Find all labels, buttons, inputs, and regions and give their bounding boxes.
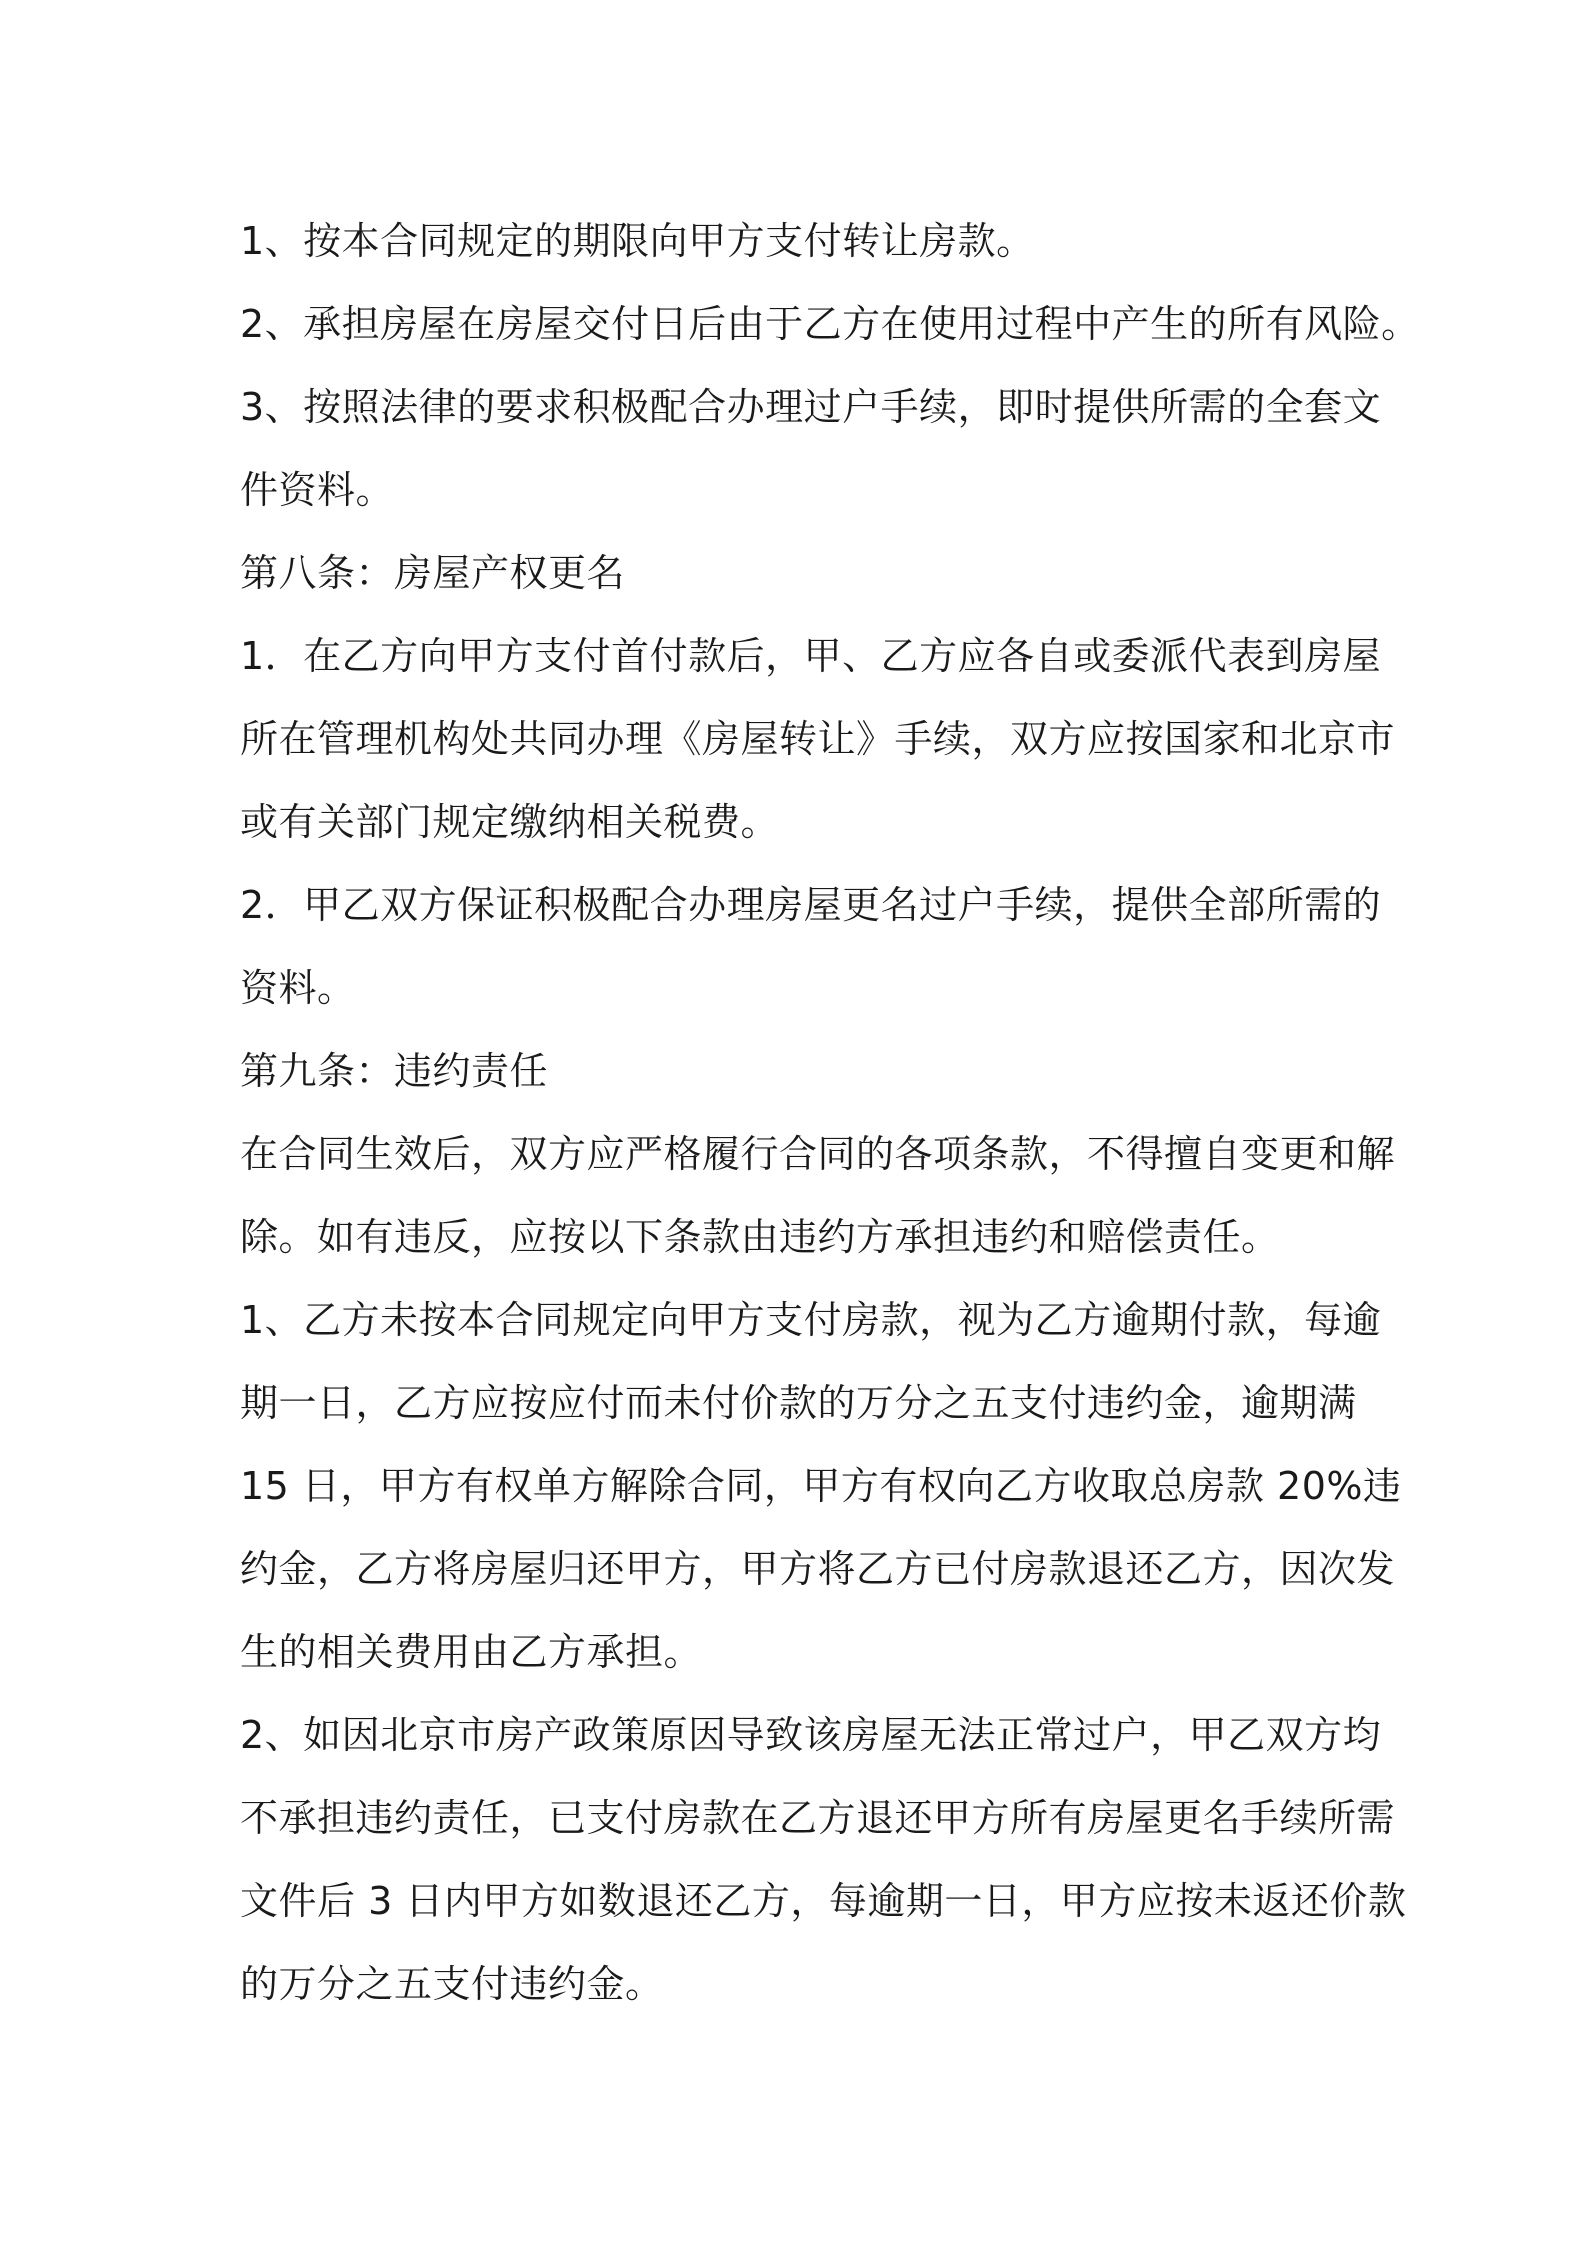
text-line: 不承担违约责任，已支付房款在乙方退还甲方所有房屋更名手续所需 [240, 1796, 1396, 1840]
text-line: 所在管理机构处共同办理《房屋转让》手续，双方应按国家和北京市 [240, 717, 1396, 761]
text-line: 1、乙方未按本合同规定向甲方支付房款，视为乙方逾期付款，每逾 [240, 1298, 1382, 1342]
text-line: 期一日，乙方应按应付而未付价款的万分之五支付违约金，逾期满 [240, 1381, 1357, 1425]
text-line: 1．在乙方向甲方支付首付款后，甲、乙方应各自或委派代表到房屋 [240, 634, 1382, 678]
text-line: 资料。 [240, 966, 356, 1010]
section-heading: 第八条：房屋产权更名 [240, 551, 626, 595]
text-line: 2、承担房屋在房屋交付日后由于乙方在使用过程中产生的所有风险。 [240, 302, 1420, 346]
text-line: 3、按照法律的要求积极配合办理过户手续，即时提供所需的全套文 [240, 385, 1382, 429]
text-line: 除。如有违反，应按以下条款由违约方承担违约和赔偿责任。 [240, 1215, 1280, 1259]
document-body [240, 200, 1420, 2026]
text-line: 2．甲乙双方保证积极配合办理房屋更名过户手续，提供全部所需的 [240, 883, 1382, 927]
text-line: 文件后 3 日内甲方如数退还乙方，每逾期一日，甲方应按未返还价款 [240, 1879, 1407, 1923]
text-line: 1、按本合同规定的期限向甲方支付转让房款。 [240, 219, 1035, 263]
text-line: 15 日，甲方有权单方解除合同，甲方有权向乙方收取总房款 20%违 [240, 1464, 1402, 1508]
text-line: 的万分之五支付违约金。 [240, 1962, 664, 2006]
text-line: 生的相关费用由乙方承担。 [240, 1630, 703, 1674]
text-line: 或有关部门规定缴纳相关税费。 [240, 800, 780, 844]
text-line: 约金，乙方将房屋归还甲方，甲方将乙方已付房款退还乙方，因次发 [240, 1547, 1396, 1591]
section-heading: 第九条：违约责任 [240, 1049, 549, 1093]
text-line: 2、如因北京市房产政策原因导致该房屋无法正常过户，甲乙双方均 [240, 1713, 1382, 1757]
text-line: 件资料。 [240, 468, 395, 512]
text-line: 在合同生效后，双方应严格履行合同的各项条款，不得擅自变更和解 [240, 1132, 1396, 1176]
